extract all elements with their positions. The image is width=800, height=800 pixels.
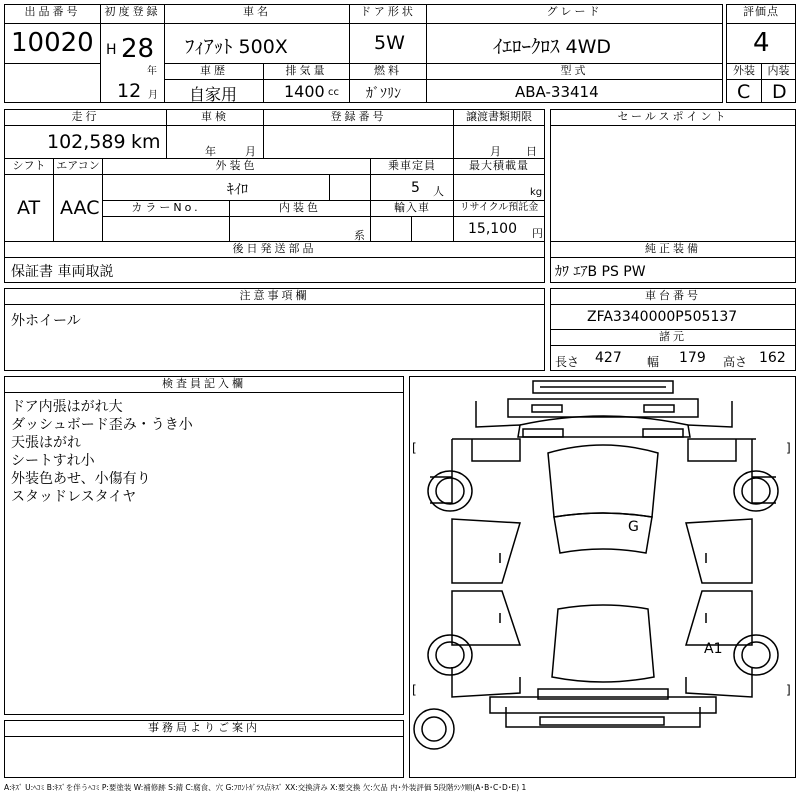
car-name-header	[164, 4, 350, 24]
mileage-unit: km	[131, 131, 161, 153]
reg-no-header	[263, 109, 454, 126]
inspector-header	[4, 376, 404, 393]
transfer-header	[453, 109, 545, 126]
capacity-header	[370, 158, 454, 175]
chassis-label: 車台番号	[645, 289, 701, 302]
reg-year: 28	[121, 34, 155, 64]
damage-mark-g: G	[628, 519, 639, 535]
int-color-cell	[229, 216, 371, 242]
car-name: ﾌｨｱｯﾄ 500X	[185, 36, 288, 58]
ext-color-cell	[102, 174, 330, 201]
ext-color-label: 外装色	[215, 159, 258, 172]
notes-header	[4, 288, 545, 305]
score-cell	[726, 23, 796, 64]
notes-label: 注意事項欄	[239, 289, 310, 302]
inspector-line: 外装色あせ、小傷有り	[11, 471, 151, 487]
ext-color-extra	[329, 174, 371, 201]
roof-shape	[548, 445, 658, 517]
length-label: 長さ	[555, 355, 580, 369]
sales-point-header	[550, 109, 796, 126]
ext-color-header	[102, 158, 371, 175]
later-parts-header	[4, 241, 545, 258]
mileage-label: 走行	[71, 110, 100, 123]
recycle-unit: 円	[532, 227, 543, 240]
inspection-cell	[166, 125, 264, 159]
first-reg-header	[100, 4, 165, 24]
int-color-label: 内装色	[279, 201, 321, 214]
history-label: 車歴	[200, 64, 228, 77]
car-diagram	[409, 376, 796, 778]
lot-no-header	[4, 4, 101, 24]
car-diagram-svg	[410, 377, 797, 779]
reg-no-label: 登録番号	[330, 110, 387, 123]
length: 427	[595, 350, 622, 366]
reg-year-unit: 年	[147, 66, 157, 77]
door-header	[349, 4, 427, 24]
equipment-label: 純正装備	[645, 242, 701, 255]
capacity: 5	[411, 180, 420, 196]
reg-month: 12	[117, 80, 142, 102]
inspector-line: ドア内張はがれ大	[11, 399, 123, 415]
dims-label: 諸元	[659, 330, 687, 343]
first-reg-cell	[100, 23, 165, 103]
shift: AT	[17, 197, 41, 219]
recycle-header	[453, 200, 545, 217]
inspection-year-unit: 年	[205, 145, 216, 158]
bracket-right: ]	[786, 441, 791, 455]
color-no-cell	[102, 216, 230, 242]
equipment: ｶﾜ ｴｱB PS PW	[555, 264, 646, 280]
mileage-cell	[4, 125, 167, 159]
interior-label: 内装	[767, 64, 790, 77]
lot-no-blank	[4, 63, 101, 103]
import-label: 輸入車	[394, 201, 430, 214]
inspector-cell	[4, 392, 404, 715]
capacity-cell	[370, 174, 454, 201]
model-label: 型式	[560, 64, 589, 77]
model-header	[426, 63, 723, 80]
inspector-line: 天張はがれ	[11, 435, 81, 451]
transfer-label: 譲渡書類期限	[466, 110, 532, 123]
fuel-header	[349, 63, 427, 80]
exterior-grade: C	[737, 81, 751, 103]
shift-label: シフト	[12, 159, 46, 172]
exterior-grade-header	[726, 63, 762, 80]
width: 179	[679, 350, 706, 366]
office-label: 事務局よりご案内	[148, 721, 260, 734]
car-name-label: 車名	[243, 5, 271, 18]
equipment-cell	[550, 257, 796, 283]
shift-header	[4, 158, 54, 175]
displacement-cell	[263, 79, 350, 103]
score: 4	[753, 28, 770, 58]
fuel-cell	[349, 79, 427, 103]
recycle-cell	[453, 216, 545, 242]
sales-point-cell	[550, 125, 796, 242]
later-parts-label: 後日発送部品	[232, 242, 317, 255]
int-color-unit: 系	[354, 229, 365, 242]
color-no-label: カラーNo.	[131, 201, 201, 214]
chassis-no: ZFA3340000P505137	[587, 309, 738, 325]
history-cell	[164, 79, 264, 103]
score-label: 評価点	[743, 5, 779, 18]
capacity-label: 乗車定員	[388, 159, 436, 172]
max-load-header	[453, 158, 545, 175]
bracket-left: [	[412, 441, 417, 455]
width-label: 幅	[647, 355, 660, 369]
era: H	[106, 42, 117, 58]
int-color-header	[229, 200, 371, 217]
inspector-line: ダッシュボード歪み・うき小	[11, 417, 193, 433]
height: 162	[759, 350, 786, 366]
fuel-label: 燃料	[374, 64, 402, 77]
lot-no: 10020	[11, 28, 94, 58]
aircon-header	[53, 158, 103, 175]
mileage: 102,589	[47, 131, 126, 153]
recycle: 15,100	[468, 221, 517, 237]
model: ABA-33414	[515, 83, 599, 101]
lot-no-cell	[4, 23, 101, 64]
dims-cell	[550, 345, 796, 371]
fuel: ｶﾞｿﾘﾝ	[366, 86, 401, 102]
bracket-left: [	[412, 683, 417, 697]
displacement-unit: cc	[328, 87, 339, 98]
lot-no-label: 出品番号	[24, 5, 81, 18]
score-header	[726, 4, 796, 24]
reg-no-cell	[263, 125, 454, 159]
door-type: 5W	[374, 32, 405, 54]
damage-mark-a1: A1	[704, 641, 723, 657]
inspector-line: スタッドレスタイヤ	[11, 489, 137, 505]
inspector-label: 検査員記入欄	[162, 377, 246, 390]
bracket-right: ]	[786, 683, 791, 697]
import-header	[370, 200, 454, 217]
grade-header	[426, 4, 723, 24]
first-reg-label: 初度登録	[104, 5, 161, 18]
car-name-cell	[164, 23, 350, 64]
transfer-cell	[453, 125, 545, 159]
reg-month-unit: 月	[148, 90, 158, 101]
exterior-grade-cell	[726, 79, 762, 103]
chassis-cell	[550, 304, 796, 330]
capacity-unit: 人	[433, 185, 444, 198]
inspection-header	[166, 109, 264, 126]
interior-grade: D	[772, 81, 787, 103]
aircon-cell	[53, 174, 103, 242]
transfer-day-unit: 日	[526, 145, 537, 158]
office-header	[4, 720, 404, 737]
legend: A:ｷｽﾞ U:ﾍｺﾐ B:ｷｽﾞを伴うﾍｺﾐ P:要塗装 W:補修跡 S:錆 C:腐食、穴 G:ﾌﾛﾝﾄｶﾞﾗｽ点ｷｽﾞ XX:交換済み X:要交換 欠:欠品 内･外装評価 5段階ﾗﾝｸ順(A･B･C･D･E) 1	[4, 783, 527, 792]
hood-shape	[552, 605, 654, 682]
displacement-label: 排気量	[285, 64, 328, 77]
displacement: 1400	[284, 82, 325, 101]
later-parts-cell	[4, 257, 545, 283]
max-load-label: 最大積載量	[469, 159, 529, 172]
equipment-header	[550, 241, 796, 258]
aircon-label: エアコン	[56, 159, 100, 172]
inspection-month-unit: 月	[245, 145, 256, 158]
import-cell-a	[370, 216, 412, 242]
ext-color: ｷｲﾛ	[227, 182, 248, 198]
office-cell	[4, 736, 404, 778]
inspector-line: シートすれ小	[11, 453, 95, 469]
interior-grade-cell	[761, 79, 796, 103]
door-cell	[349, 23, 427, 64]
max-load-cell	[453, 174, 545, 201]
max-load-unit: kg	[530, 187, 543, 198]
inspection-label: 車検	[201, 110, 229, 123]
sales-point-label: セールスポイント	[617, 110, 729, 123]
later-parts: 保証書 車両取説	[11, 264, 114, 280]
aircon: AAC	[60, 197, 100, 219]
grade: ｲｴﾛｰｸﾛｽ 4WD	[493, 36, 612, 58]
displacement-header	[263, 63, 350, 80]
chassis-header	[550, 288, 796, 305]
dims-header	[550, 329, 796, 346]
mileage-header	[4, 109, 167, 126]
recycle-label: リサイクル預託金	[459, 202, 539, 213]
notes-cell	[4, 304, 545, 371]
shift-cell	[4, 174, 54, 242]
color-no-header	[102, 200, 230, 217]
notes: 外ホイール	[11, 313, 81, 329]
height-label: 高さ	[723, 355, 748, 369]
model-cell	[426, 79, 723, 103]
exterior-label: 外装	[733, 64, 755, 77]
transfer-month-unit: 月	[490, 145, 501, 158]
grade-cell	[426, 23, 723, 64]
interior-grade-header	[761, 63, 796, 80]
door-label: ドア形状	[360, 5, 416, 18]
history: 自家用	[189, 85, 238, 104]
import-cell-b	[411, 216, 454, 242]
history-header	[164, 63, 264, 80]
grade-label: グレード	[546, 5, 603, 18]
